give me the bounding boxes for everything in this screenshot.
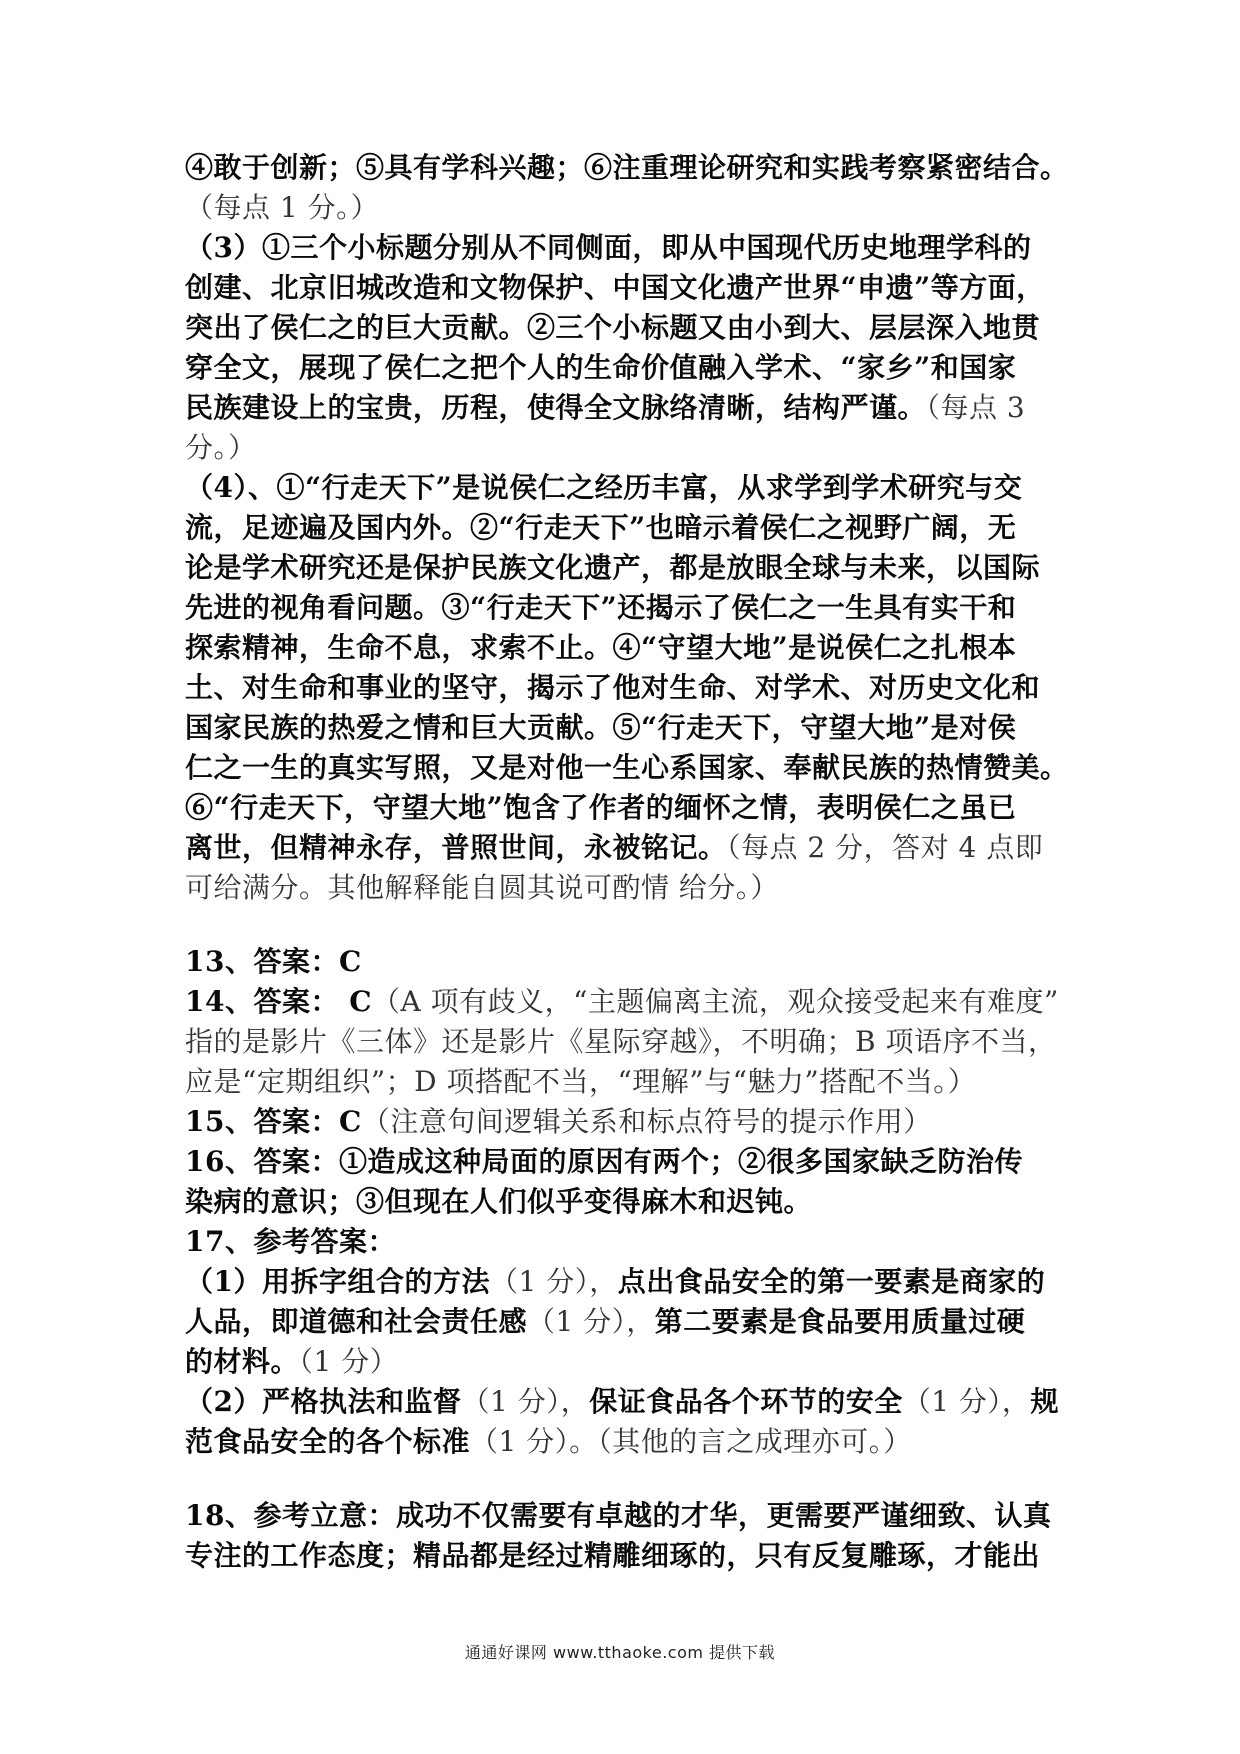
text-line: 突出了侯仁之的巨大贡献。②三个小标题又由小到大、层层深入地贯	[185, 311, 1041, 344]
text-segment: 点出食品安全的第一要素是商家的	[617, 1265, 1046, 1298]
text-line: 仁之一生的真实写照，又是对他一生心系国家、奉献民族的热情赞美。	[185, 751, 1069, 784]
text-segment: （1 分）	[299, 1345, 399, 1378]
text-segment: 范食品安全的各个标准	[185, 1425, 471, 1458]
text-segment: （1 分），	[902, 1385, 1031, 1418]
text-segment: 保证食品各个环节的安全	[589, 1385, 903, 1418]
text-segment: （1）用拆字组合的方法	[185, 1265, 490, 1298]
text-segment: （A 项有歧义，“主题偏离主流，观众接受起来有难度”	[372, 985, 1059, 1018]
text-segment: 的材料。	[185, 1345, 300, 1378]
text-segment: （每点 3	[926, 391, 1026, 424]
text-segment: （2）严格执法和监督	[185, 1385, 462, 1418]
text-line	[185, 982, 1059, 1022]
text-segment: 14、答案： C	[185, 985, 372, 1018]
text-line: （每点 1 分。）	[185, 191, 380, 224]
text-segment: 15、答案：C	[185, 1105, 362, 1138]
answer-key-document	[185, 148, 1069, 1576]
text-line: 分。）	[185, 431, 257, 464]
text-line: 染病的意识；③但现在人们似乎变得麻木和迟钝。	[185, 1185, 813, 1218]
text-line	[185, 1302, 1055, 1342]
text-line: 应是“定期组织”；D 项搭配不当，“理解”与“魅力”搭配不当。）	[185, 1065, 977, 1098]
text-line	[185, 828, 1055, 868]
text-line	[185, 388, 1055, 428]
text-line: 专注的工作态度；精品都是经过精雕细琢的，只有反复雕琢，才能出	[185, 1539, 1041, 1572]
text-segment: （1 分），	[461, 1385, 590, 1418]
page-footer: 通通好课网 www.tthaoke.com 提供下载	[464, 1643, 776, 1662]
text-line	[185, 1342, 1055, 1382]
spacer	[185, 908, 1055, 942]
text-segment: （每点 2 分，答对 4 点即	[726, 831, 1044, 864]
spacer	[185, 1462, 1055, 1496]
text-line: 18、参考立意：成功不仅需要有卓越的才华，更需要严谨细致、认真	[185, 1499, 1052, 1532]
text-line: 16、答案：①造成这种局面的原因有两个；②很多国家缺乏防治传	[185, 1145, 1023, 1178]
text-segment: 离世，但精神永存，普照世间，永被铭记。	[185, 831, 727, 864]
text-segment: 规	[1030, 1385, 1059, 1418]
text-line	[185, 1262, 1055, 1302]
text-line: 先进的视角看问题。③“行走天下”还揭示了侯仁之一生具有实干和	[185, 591, 1017, 624]
text-segment: 民族建设上的宝贵，历程，使得全文脉络清晰，结构严谨。	[185, 391, 927, 424]
text-segment: （注意句间逻辑关系和标点符号的提示作用）	[361, 1105, 932, 1138]
text-line: 穿全文，展现了侯仁之把个人的生命价值融入学术、“家乡”和国家	[185, 351, 1017, 384]
text-segment: （1 分），	[527, 1305, 655, 1338]
text-line: 13、答案：C	[185, 945, 362, 978]
text-segment: （1 分），	[489, 1265, 618, 1298]
text-line: ⑥“行走天下，守望大地”饱含了作者的缅怀之情，表明侯仁之虽已	[185, 791, 1017, 824]
text-segment: 人品，即道德和社会责任感	[185, 1305, 528, 1338]
text-line: 流，足迹遍及国内外。②“行走天下”也暗示着侯仁之视野广阔，无	[185, 511, 1017, 544]
text-line: 17、参考答案：	[185, 1225, 396, 1258]
text-segment: 第二要素是食品要用质量过硬	[654, 1305, 1026, 1338]
text-line: 国家民族的热爱之情和巨大贡献。⑤“行走天下，守望大地”是对侯	[185, 711, 1017, 744]
text-line	[185, 1422, 1055, 1462]
text-line: 指的是影片《三体》还是影片《星际穿越》，不明确；B 项语序不当，	[185, 1025, 1057, 1058]
text-line: （4）、①“行走天下”是说侯仁之经历丰富，从求学到学术研究与交	[185, 471, 1023, 504]
text-line: 论是学术研究还是保护民族文化遗产，都是放眼全球与未来，以国际	[185, 551, 1041, 584]
text-line: 创建、北京旧城改造和文物保护、中国文化遗产世界“申遗”等方面，	[185, 271, 1045, 304]
text-line: 探索精神，生命不息，求索不止。④“守望大地”是说侯仁之扎根本	[185, 631, 1017, 664]
text-line: 可给满分。其他解释能自圆其说可酌情 给分。）	[185, 871, 779, 904]
text-line	[185, 1382, 1059, 1422]
text-line	[185, 1102, 1055, 1142]
text-segment: （1 分）。（其他的言之成理亦可。）	[470, 1425, 912, 1458]
text-line: （3）①三个小标题分别从不同侧面，即从中国现代历史地理学科的	[185, 231, 1032, 264]
text-line: 土、对生命和事业的坚守，揭示了他对生命、对学术、对历史文化和	[185, 671, 1041, 704]
text-line: ④敢于创新；⑤具有学科兴趣；⑥注重理论研究和实践考察紧密结合。	[185, 151, 1069, 184]
